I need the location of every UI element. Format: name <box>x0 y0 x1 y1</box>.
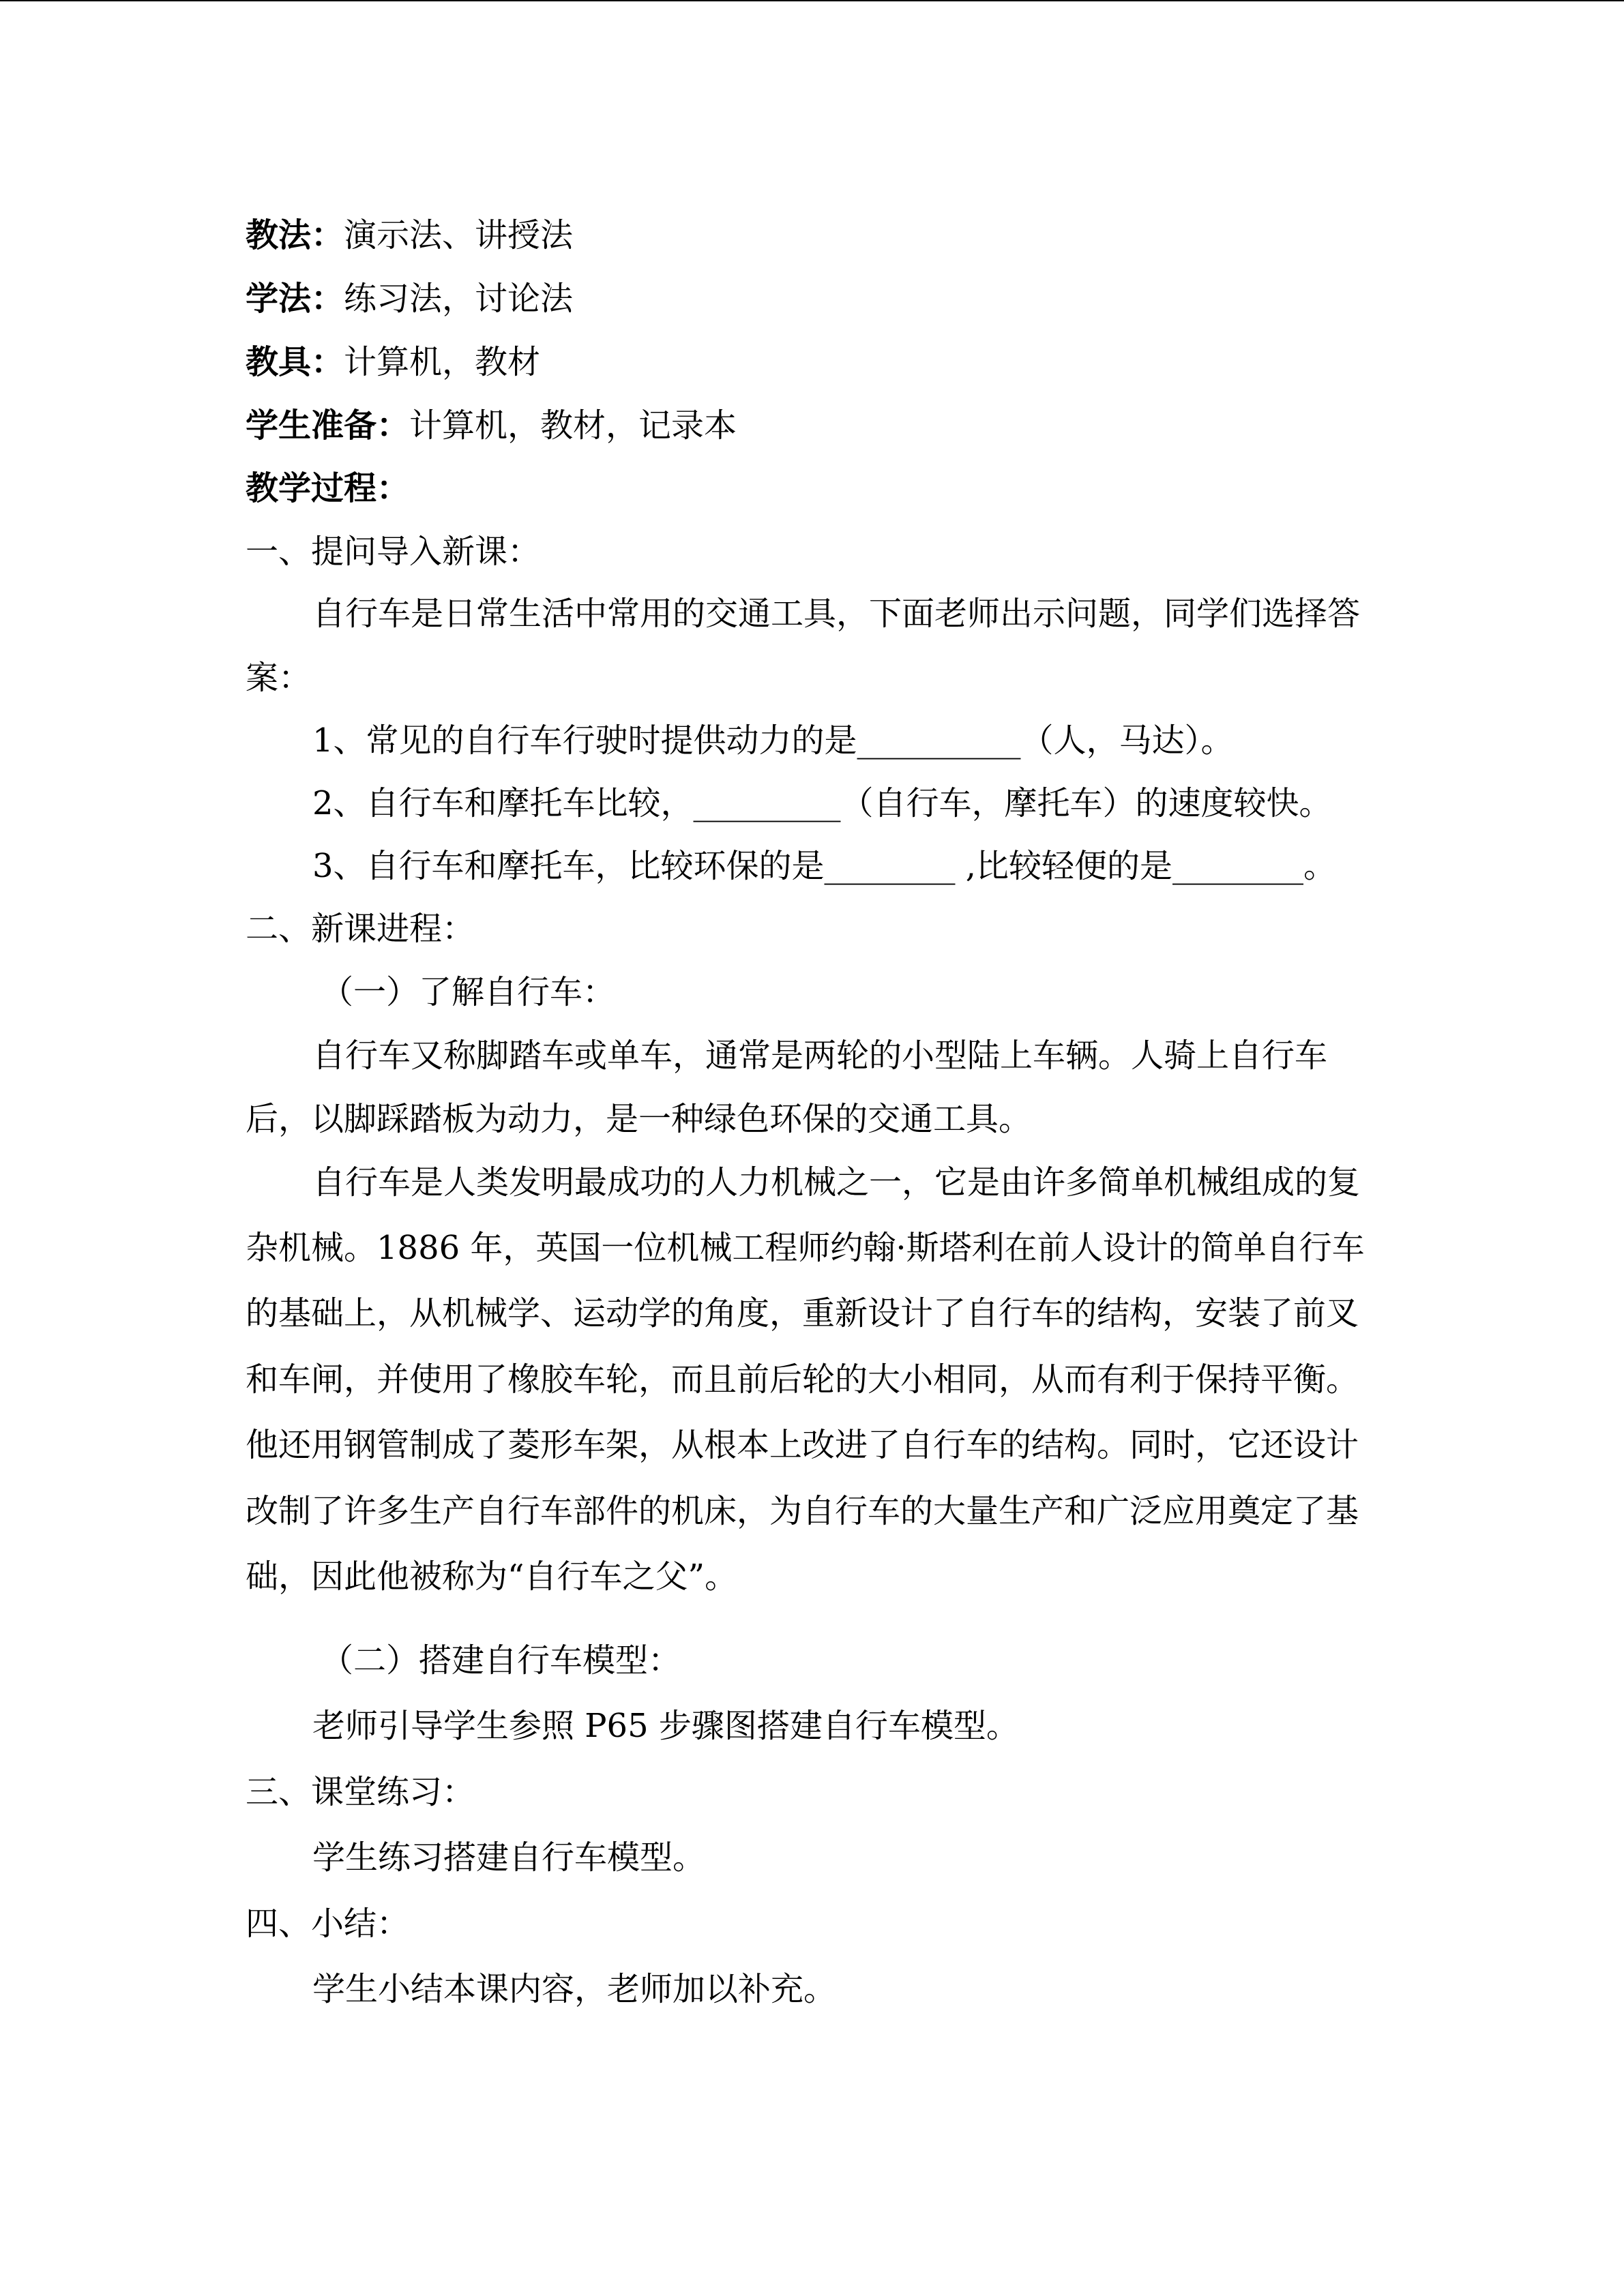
teaching-methods-line <box>246 213 573 257</box>
learning-methods-line <box>246 277 573 320</box>
process-title: 教学过程： <box>246 469 410 507</box>
para2-line4: 和车闸，并使用了橡胶车轮，而且前后轮的大小相同，从而有利于保持平衡。 <box>246 1360 1359 1399</box>
section2-title: 二、新课进程： <box>246 910 475 948</box>
student-prep-label: 学生准备： <box>246 406 410 445</box>
section4-title: 四、小结： <box>246 1905 410 1943</box>
para2-line3: 的基础上，从机械学、运动学的角度，重新设计了自行车的结构，安装了前叉 <box>246 1294 1359 1332</box>
section4-text: 学生小结本课内容，老师加以补充。 <box>312 1970 837 2008</box>
para1-line2: 后，以脚踩踏板为动力，是一种绿色环保的交通工具。 <box>246 1100 1032 1138</box>
teaching-tools-label: 教具： <box>246 343 344 381</box>
subsection-2-title: （二）搭建自行车模型： <box>321 1641 681 1680</box>
para1-line1: 自行车又称脚踏车或单车，通常是两轮的小型陆上车辆。人骑上自行车 <box>312 1037 1328 1075</box>
student-prep-line <box>246 404 737 447</box>
para2-line7: 础，因此他被称为“自行车之父”。 <box>246 1557 738 1596</box>
subsection-2-text: 老师引导学生参照 P65 步骤图搭建自行车模型。 <box>312 1707 1019 1745</box>
question-2: 2、自行车和摩托车比较，_________（自行车，摩托车）的速度较快。 <box>312 784 1332 822</box>
para2-line2: 杂机械。1886 年，英国一位机械工程师约翰·斯塔利在前人设计的简单自行车 <box>246 1229 1365 1267</box>
para2-line1: 自行车是人类发明最成功的人力机械之一，它是由许多简单机械组成的复 <box>312 1163 1361 1202</box>
student-prep-value: 计算机，教材，记录本 <box>409 406 737 445</box>
learning-methods-label: 学法： <box>246 280 344 318</box>
section1-title: 一、提问导入新课： <box>246 533 541 571</box>
subsection-1-title: （一）了解自行车： <box>321 973 616 1011</box>
para2-line5: 他还用钢管制成了菱形车架，从根本上改进了自行车的结构。同时，它还设计 <box>246 1426 1359 1464</box>
para2-line6: 改制了许多生产自行车部件的机床，为自行车的大量生产和广泛应用奠定了基 <box>246 1492 1359 1530</box>
section1-intro-line2: 案： <box>246 659 312 697</box>
question-1: 1、常见的自行车行驶时提供动力的是__________（人，马达）。 <box>312 721 1234 760</box>
teaching-methods-value: 演示法、讲授法 <box>344 216 574 254</box>
learning-methods-value: 练习法，讨论法 <box>344 280 574 318</box>
teaching-methods-label: 教法： <box>246 216 344 254</box>
section3-text: 学生练习搭建自行车模型。 <box>312 1838 706 1877</box>
question-3: 3、自行车和摩托车，比较环保的是________ ,比较轻便的是________。 <box>312 847 1337 885</box>
section1-intro-line1: 自行车是日常生活中常用的交通工具，下面老师出示问题，同学们选择答 <box>312 595 1361 633</box>
section3-title: 三、课堂练习： <box>246 1773 475 1811</box>
teaching-tools-value: 计算机，教材 <box>344 343 541 381</box>
teaching-tools-line <box>246 340 540 384</box>
